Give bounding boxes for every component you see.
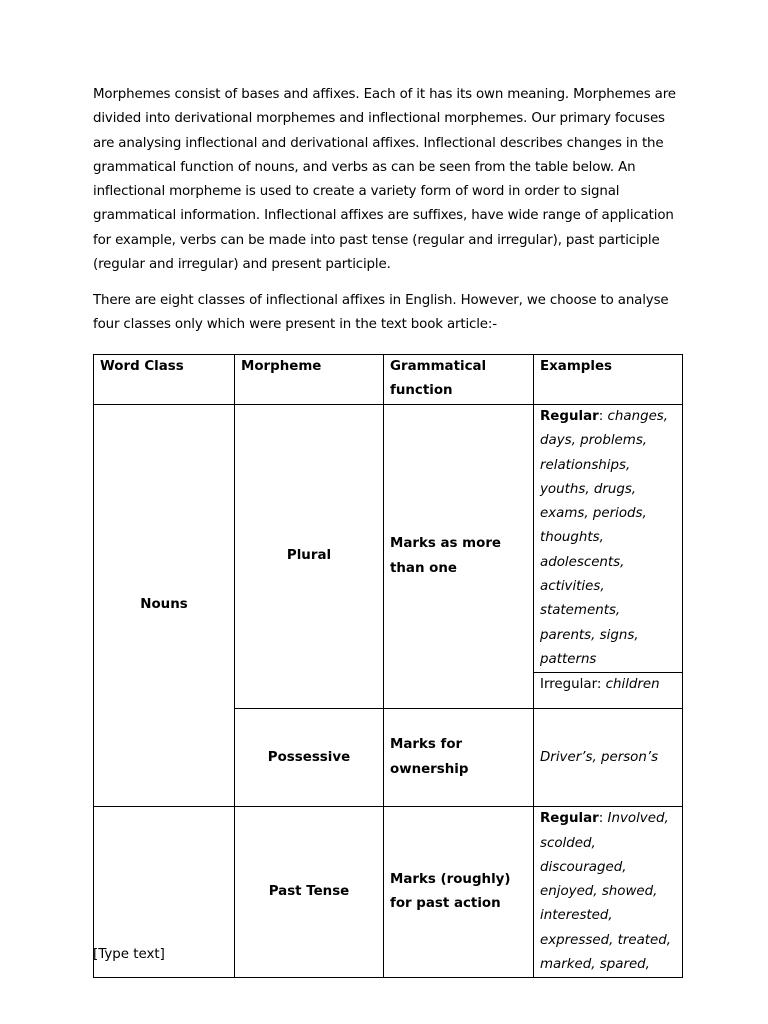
plural-regular-examples: changes, days, problems, relationships, youths, drugs, exams, periods, thoughts, adolescents, activities, statements, parents, signs, patterns: [540, 409, 669, 667]
past-regular-label: Regular: [540, 811, 599, 827]
cell-morpheme-plural: Plural: [235, 405, 384, 709]
cell-examples-plural-regular: [534, 405, 683, 673]
cell-function-past-tense: Marks (roughly) for past action: [384, 807, 534, 978]
cell-morpheme-past-tense: Past Tense: [235, 807, 384, 978]
cell-morpheme-possessive: Possessive: [235, 709, 384, 807]
table-row-past-tense: [94, 807, 683, 978]
header-word-class: Word Class: [94, 355, 235, 405]
header-morpheme: Morpheme: [235, 355, 384, 405]
inflectional-affixes-table: [93, 354, 683, 978]
intro-paragraph: Morphemes consist of bases and affixes. Each of it has its own meaning. Morphemes are divided into derivational morphemes and inflectional morphemes. Our primary focuses are analysing inflectional and derivational affixes. Inflectional describes changes in the grammatical function of nouns, and verbs as can be seen from the table below. An inflectional morpheme is used to create a variety form of word in order to signal grammatical information. Inflectional affixes are suffixes, have wide range of application for example, verbs can be made into past tense (regular and irregular), past participle (regular and irregular) and present participle.: [93, 87, 676, 273]
table-header-row: [94, 355, 683, 405]
cell-function-possessive: Marks for ownership: [384, 709, 534, 807]
header-grammatical-function: Grammatical function: [384, 355, 534, 405]
footer-placeholder: [Type text]: [93, 947, 165, 962]
irregular-label: Irregular:: [540, 677, 606, 693]
cell-examples-past-tense: [534, 807, 683, 978]
regular-label: Regular: [540, 409, 599, 424]
cell-examples-plural-irregular: [534, 673, 683, 709]
past-regular-separator: :: [598, 811, 608, 827]
cell-function-plural: Marks as more than one: [384, 405, 534, 709]
cell-examples-possessive: Driver’s, person’s: [534, 709, 683, 807]
past-tense-regular-examples: Involved, scolded, discouraged, enjoyed, showed, interested, expressed, treated, marked, spared,: [540, 811, 672, 973]
regular-separator: :: [598, 409, 608, 424]
header-examples: Examples: [534, 355, 683, 405]
table-row-plural: [94, 405, 683, 673]
cell-word-class-nouns: Nouns: [94, 405, 235, 807]
classes-paragraph: There are eight classes of inflectional affixes in English. However, we choose to analyse four classes only which were present in the text book article:-: [93, 293, 669, 333]
plural-irregular-examples: children: [605, 677, 660, 693]
